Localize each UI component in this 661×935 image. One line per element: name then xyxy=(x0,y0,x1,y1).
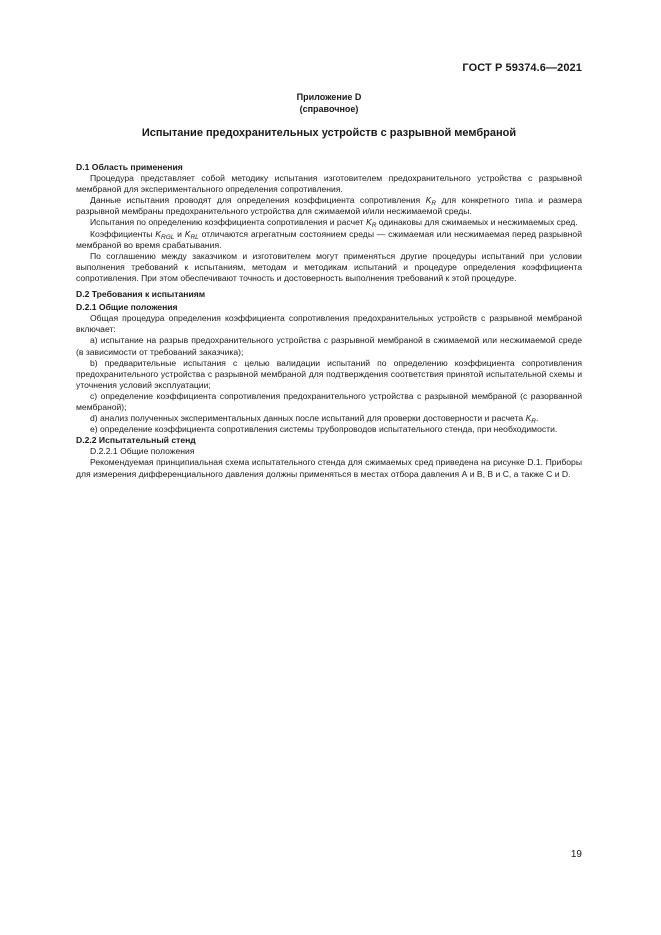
document-body xyxy=(76,162,582,480)
standard-code: ГОСТ Р 59374.6—2021 xyxy=(462,62,582,74)
section-d1-heading: D.1 Область применения xyxy=(76,162,183,172)
annex-type: (справочное) xyxy=(299,103,359,114)
annex-label: Приложение D xyxy=(296,92,362,102)
section-d21-heading: D.2.1 Общие положения xyxy=(76,302,178,313)
list-item-e: e) определение коэффициента сопротивления системы трубопроводов испытательного стенда, при необходимости. xyxy=(90,424,558,435)
section-d2-heading: D.2 Требования к испытаниям xyxy=(76,289,206,300)
section-d1-paragraph-2: Данные испытания проводят для определения коэффициента сопротивления $K_R$ для конкретного типа и размера разрывной мембраны предохранительного устройства для сжимаемой и/или несжимаемой среды. xyxy=(76,195,582,217)
section-d1-paragraph-3: Испытания по определению коэффициента сопротивления и расчет $K_R$ одинаковы для сжимаемых и несжимаемых сред. xyxy=(90,217,578,230)
list-item-b: b) предварительные испытания с целью валидации испытаний по определению коэффициента сопротивления предохранительного устройства с разрывной мембраной для подтверждения соответствия принятой испытательной схемы и уточнения условий эксплуатации; xyxy=(76,357,582,390)
annex-heading xyxy=(76,92,582,115)
section-d221-heading: D.2.2.1 Общие положения xyxy=(90,446,195,457)
list-item-a: а) испытание на разрыв предохранительного устройства с разрывной мембраной в сжимаемой или несжимаемой среде (в зависимости от требований заказчика); xyxy=(76,335,582,357)
section-d1-paragraph-5: По соглашению между заказчиком и изготовителем могут применяться другие процедуры испытаний при условии выполнения требований к испытаниям, методам и методикам испытаний и процедуре определения коэффициента сопротивления. При этом обеспечивают точность и достоверность выполнения требований к этой процедуре. xyxy=(76,250,582,283)
section-d21-intro: Общая процедура определения коэффициента сопротивления предохранительных устройств с разрывной мембраной включает: xyxy=(76,313,582,335)
list-item-d: d) анализ полученных экспериментальных данных после испытаний для проверки достоверности и расчета $K_R$. xyxy=(90,413,539,426)
page-number: 19 xyxy=(570,849,582,860)
section-d1-paragraph-1: Процедура представляет собой методику испытания изготовителем предохранительного устройства с разрывной мембраной для экспериментального определения сопротивления. xyxy=(76,173,582,195)
section-d221-text: Рекомендуемая принципиальная схема испытательного стенда для сжимаемых сред приведена на рисунке D.1. Приборы для измерения дифференциального давления должны применяться в местах отбора давления А и В, В и С, а также С и D. xyxy=(76,457,582,479)
section-d22-heading: D.2.2 Испытательный стенд xyxy=(76,435,196,446)
section-d1-paragraph-4: Коэффициенты $K_{RGL}$ и $K_{RL}$ отличаются агрегатным состоянием среды — сжимаемая или несжимаемая перед разрывной мембраной во время срабатывания. xyxy=(76,228,582,250)
list-item-c: c) определение коэффициента сопротивления предохранительного устройства с разрывной мембраной (с разорванной мембраной); xyxy=(76,390,582,412)
annex-title: Испытание предохранительных устройств с разрывной мембраной xyxy=(141,127,517,139)
